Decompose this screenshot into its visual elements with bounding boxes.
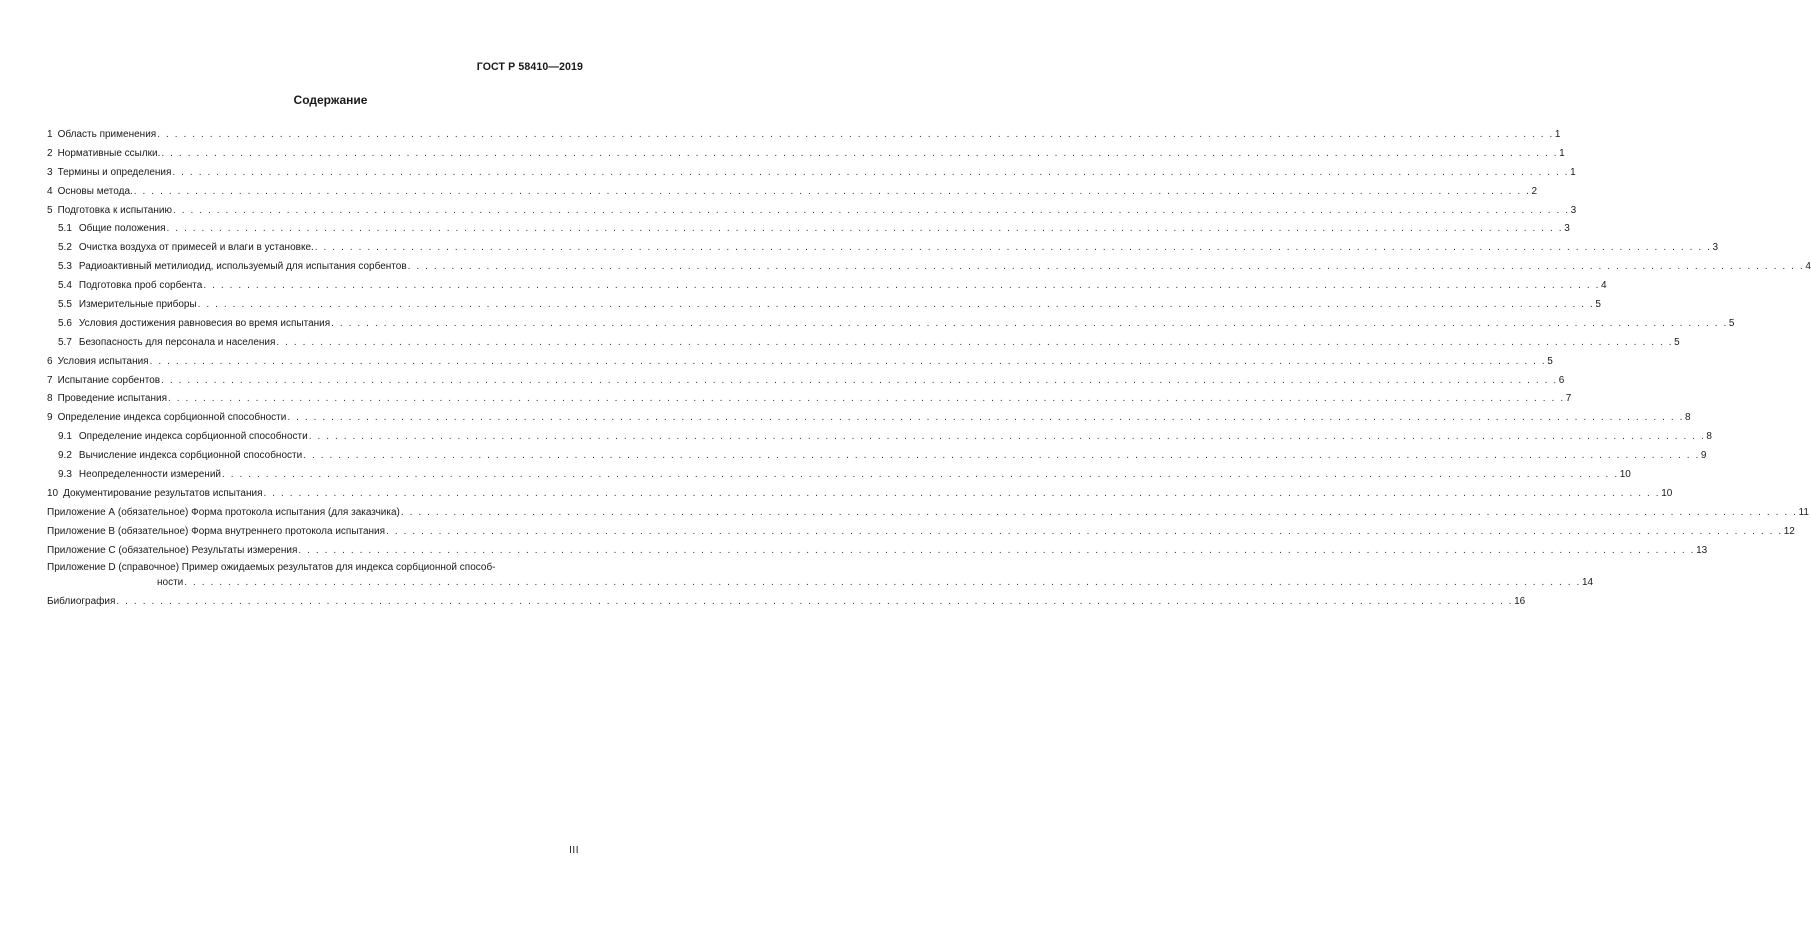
toc-page-number: 5 [1595, 299, 1601, 311]
toc-entry-label [58, 277, 202, 296]
toc-entry [47, 372, 1565, 391]
toc-leader-dots: . . . . . . . . . . . . . . . . . . . . . . . . . . . . . . . . . . . . . . . . . . . . . . . . . . . . . . . . . . . . . . . . . . . . . . . . . . . . . . . . . . . . . . . . . . . . . . . . . . . . . . . . . . . . . . . . . . . . . . . . . . . . . . . . . . . . . . . . . . . . . . . . . . . . . . . . . . . . . . . . [149, 355, 1547, 367]
toc-entry-text: Испытание сорбентов [57, 374, 161, 386]
toc-leader-dots: . . . . . . . . . . . . . . . . . . . . . . . . . . . . . . . . . . . . . . . . . . . . . . . . . . . . . . . . . . . . . . . . . . . . . . . . . . . . . . . . . . . . . . . . . . . . . . . . . . . . . . . . . . . . . . . . . . . . . . . . . . . . . . . . . . . . . . . . . . . . . . . . . . . . . . . . . . . . . . . . [386, 525, 1783, 537]
toc-entry-text: Проведение испытания [57, 393, 168, 405]
toc-entry-text: Радиоактивный метилиодид, используемый для испытания сорбентов [78, 261, 407, 273]
toc-page-number: 4 [1805, 261, 1811, 273]
toc-page-number: 3 [1564, 223, 1570, 235]
toc-entry-text: Нормативные ссылки. [57, 147, 161, 159]
toc-leader-dots: . . . . . . . . . . . . . . . . . . . . . . . . . . . . . . . . . . . . . . . . . . . . . . . . . . . . . . . . . . . . . . . . . . . . . . . . . . . . . . . . . . . . . . . . . . . . . . . . . . . . . . . . . . . . . . . . . . . . . . . . . . . . . . . . . . . . . . . . . . . . . . . . . . . . . . . . . . . . . . . . [184, 577, 1581, 589]
toc-entry-number: 9.3 [58, 469, 72, 481]
standard-designation: ГОСТ Р 58410—2019 [476, 61, 583, 73]
toc-entry-label [47, 126, 156, 145]
toc-entry-label [58, 296, 197, 315]
toc-page-number: 1 [1570, 166, 1576, 178]
toc-leader-dots: . . . . . . . . . . . . . . . . . . . . . . . . . . . . . . . . . . . . . . . . . . . . . . . . . . . . . . . . . . . . . . . . . . . . . . . . . . . . . . . . . . . . . . . . . . . . . . . . . . . . . . . . . . . . . . . . . . . . . . . . . . . . . . . . . . . . . . . . . . . . . . . . . . . . . . . . . . . . . . . . [157, 129, 1554, 140]
toc-entry-number: 9.1 [58, 431, 72, 443]
toc-entry-number: 5.2 [58, 242, 72, 254]
toc-leader-dots: . . . . . . . . . . . . . . . . . . . . . . . . . . . . . . . . . . . . . . . . . . . . . . . . . . . . . . . . . . . . . . . . . . . . . . . . . . . . . . . . . . . . . . . . . . . . . . . . . . . . . . . . . . . . . . . . . . . . . . . . . . . . . . . . . . . . . . . . . . . . . . . . . . . . . . . . . . . . . . . . [298, 544, 1696, 556]
toc-entry-label [47, 593, 115, 612]
toc-entry-number: 5.3 [58, 261, 72, 273]
toc-page-number: 11 [1798, 506, 1809, 518]
toc-page-number: 5 [1674, 336, 1680, 348]
toc-page-number: 1 [1554, 129, 1561, 140]
toc-entry-continuation [47, 575, 1594, 593]
toc-entry [47, 466, 1631, 485]
toc-leader-dots: . . . . . . . . . . . . . . . . . . . . . . . . . . . . . . . . . . . . . . . . . . . . . . . . . . . . . . . . . . . . . . . . . . . . . . . . . . . . . . . . . . . . . . . . . . . . . . . . . . . . . . . . . . . . . . . . . . . . . . . . . . . . . . . . . . . . . . . . . . . . . . . . . . . . . . . . . . . . . . . . [161, 147, 1559, 159]
toc-leader-dots: . . . . . . . . . . . . . . . . . . . . . . . . . . . . . . . . . . . . . . . . . . . . . . . . . . . . . . . . . . . . . . . . . . . . . . . . . . . . . . . . . . . . . . . . . . . . . . . . . . . . . . . . . . . . . . . . . . . . . . . . . . . . . . . . . . . . . . . . . . . . . . . . . . . . . . . . . . . . . . . . [303, 450, 1700, 462]
toc-page-number: 10 [1619, 469, 1631, 481]
toc-entry [47, 258, 1811, 277]
toc-entry-appendix-d [47, 560, 1594, 593]
toc-page-number: 3 [1570, 204, 1577, 216]
toc-entry-number: 2 [47, 147, 53, 159]
toc-page-number: 12 [1783, 525, 1795, 537]
toc-leader-dots: . . . . . . . . . . . . . . . . . . . . . . . . . . . . . . . . . . . . . . . . . . . . . . . . . . . . . . . . . . . . . . . . . . . . . . . . . . . . . . . . . . . . . . . . . . . . . . . . . . . . . . . . . . . . . . . . . . . . . . . . . . . . . . . . . . . . . . . . . . . . . . . . . . . . . . . . . . . . . . . . [276, 336, 1674, 348]
toc-entry-number: 9.2 [58, 450, 72, 462]
toc-entry [47, 315, 1735, 334]
toc-leader-dots: . . . . . . . . . . . . . . . . . . . . . . . . . . . . . . . . . . . . . . . . . . . . . . . . . . . . . . . . . . . . . . . . . . . . . . . . . . . . . . . . . . . . . . . . . . . . . . . . . . . . . . . . . . . . . . . . . . . . . . . . . . . . . . . . . . . . . . . . . . . . . . . . . . . . . . . . . . . . . . . . [116, 596, 1514, 608]
toc-leader-dots: . . . . . . . . . . . . . . . . . . . . . . . . . . . . . . . . . . . . . . . . . . . . . . . . . . . . . . . . . . . . . . . . . . . . . . . . . . . . . . . . . . . . . . . . . . . . . . . . . . . . . . . . . . . . . . . . . . . . . . . . . . . . . . . . . . . . . . . . . . . . . . . . . . . . . . . . . . . . . . . . [308, 431, 1706, 443]
toc-entry-number: 1 [47, 129, 53, 140]
toc-entry-label [47, 542, 297, 561]
toc-entry [47, 239, 1719, 258]
toc-entry-number: 5.5 [58, 299, 72, 311]
toc-page-number: 16 [1514, 596, 1526, 608]
toc-entry [47, 296, 1601, 315]
toc-entry-label [47, 145, 160, 164]
toc-entry-text: Приложение С (обязательное) Результаты измерения [47, 544, 298, 556]
toc-page-number: 5 [1547, 355, 1553, 367]
toc-page-number: 14 [1581, 577, 1594, 589]
toc-leader-dots: . . . . . . . . . . . . . . . . . . . . . . . . . . . . . . . . . . . . . . . . . . . . . . . . . . . . . . . . . . . . . . . . . . . . . . . . . . . . . . . . . . . . . . . . . . . . . . . . . . . . . . . . . . . . . . . . . . . . . . . . . . . . . . . . . . . . . . . . . . . . . . . . . . . . . . . . . . . . . . . . [314, 242, 1712, 254]
toc-page-number: 9 [1700, 450, 1707, 462]
toc-leader-dots: . . . . . . . . . . . . . . . . . . . . . . . . . . . . . . . . . . . . . . . . . . . . . . . . . . . . . . . . . . . . . . . . . . . . . . . . . . . . . . . . . . . . . . . . . . . . . . . . . . . . . . . . . . . . . . . . . . . . . . . . . . . . . . . . . . . . . . . . . . . . . . . . . . . . . . . . . . . . . . . . [400, 506, 1798, 518]
toc-entry-text: Документирование результатов испытания [63, 487, 263, 499]
toc-page-number: 4 [1601, 280, 1607, 292]
toc-entry-label [47, 164, 171, 183]
toc-entry [47, 126, 1561, 145]
toc-entry-text: Неопределенности измерений [78, 469, 222, 481]
toc-entry-number: 5 [47, 204, 53, 216]
toc-entry-text: Подготовка проб сорбента [78, 280, 203, 292]
toc-page-number: 1 [1559, 147, 1565, 159]
toc-leader-dots: . . . . . . . . . . . . . . . . . . . . . . . . . . . . . . . . . . . . . . . . . . . . . . . . . . . . . . . . . . . . . . . . . . . . . . . . . . . . . . . . . . . . . . . . . . . . . . . . . . . . . . . . . . . . . . . . . . . . . . . . . . . . . . . . . . . . . . . . . . . . . . . . . . . . . . . . . . . . . . . . [172, 204, 1570, 216]
toc-entry-label [47, 353, 149, 372]
toc-entry-label [47, 485, 263, 504]
toc-page-number: 8 [1685, 412, 1691, 424]
toc-leader-dots: . . . . . . . . . . . . . . . . . . . . . . . . . . . . . . . . . . . . . . . . . . . . . . . . . . . . . . . . . . . . . . . . . . . . . . . . . . . . . . . . . . . . . . . . . . . . . . . . . . . . . . . . . . . . . . . . . . . . . . . . . . . . . . . . . . . . . . . . . . . . . . . . . . . . . . . . . . . . . . . . [168, 393, 1565, 405]
toc-entry-label [58, 258, 407, 277]
toc-entry-label [58, 239, 314, 258]
toc-page-number: 7 [1565, 393, 1572, 405]
toc-entry [47, 145, 1565, 164]
toc-entry-label [58, 428, 308, 447]
toc-entry-text: Определение индекса сорбционной способности [57, 412, 287, 424]
toc-entry-text: Область применения [57, 129, 157, 140]
toc-entry-text: Условия испытания [57, 355, 149, 367]
toc-entry-label [47, 390, 167, 409]
toc-leader-dots: . . . . . . . . . . . . . . . . . . . . . . . . . . . . . . . . . . . . . . . . . . . . . . . . . . . . . . . . . . . . . . . . . . . . . . . . . . . . . . . . . . . . . . . . . . . . . . . . . . . . . . . . . . . . . . . . . . . . . . . . . . . . . . . . . . . . . . . . . . . . . . . . . . . . . . . . . . . . . . . . [133, 185, 1531, 197]
toc-leader-dots: . . . . . . . . . . . . . . . . . . . . . . . . . . . . . . . . . . . . . . . . . . . . . . . . . . . . . . . . . . . . . . . . . . . . . . . . . . . . . . . . . . . . . . . . . . . . . . . . . . . . . . . . . . . . . . . . . . . . . . . . . . . . . . . . . . . . . . . . . . . . . . . . . . . . . . . . . . . . . . . . [263, 487, 1661, 499]
toc-entry-label [47, 372, 160, 391]
toc-page-number: 2 [1531, 185, 1538, 197]
toc-entry-text: Общие положения [78, 223, 166, 235]
toc-entry-number: 7 [47, 374, 53, 386]
toc-entry-label [47, 523, 385, 542]
toc-entry [47, 409, 1691, 428]
toc-entry-label [47, 504, 400, 523]
toc-leader-dots: . . . . . . . . . . . . . . . . . . . . . . . . . . . . . . . . . . . . . . . . . . . . . . . . . . . . . . . . . . . . . . . . . . . . . . . . . . . . . . . . . . . . . . . . . . . . . . . . . . . . . . . . . . . . . . . . . . . . . . . . . . . . . . . . . . . . . . . . . . . . . . . . . . . . . . . . . . . . . . . . [287, 412, 1685, 424]
toc-entry [47, 593, 1526, 612]
toc-entry [47, 428, 1712, 447]
toc-entry-label [58, 220, 166, 239]
toc-tail-list [47, 593, 1526, 612]
toc-page-number: 5 [1728, 317, 1735, 329]
toc-entry-text: Основы метода. [57, 185, 133, 197]
toc-entry-text: Определение индекса сорбционной способности [78, 431, 308, 443]
toc-entry [47, 485, 1673, 504]
toc-entry-text: Приложение А (обязательное) Форма протокола испытания (для заказчика) [47, 506, 400, 518]
page-title: Содержание [293, 93, 368, 107]
toc-entry [47, 542, 1708, 561]
toc-entry-label [47, 183, 133, 202]
toc-entry-number: 5.4 [58, 280, 72, 292]
toc-entry [47, 164, 1576, 183]
toc-entry [47, 202, 1577, 221]
toc-leader-dots: . . . . . . . . . . . . . . . . . . . . . . . . . . . . . . . . . . . . . . . . . . . . . . . . . . . . . . . . . . . . . . . . . . . . . . . . . . . . . . . . . . . . . . . . . . . . . . . . . . . . . . . . . . . . . . . . . . . . . . . . . . . . . . . . . . . . . . . . . . . . . . . . . . . . . . . . . . . . . . . . [161, 374, 1558, 386]
toc-entry [47, 334, 1680, 353]
toc-entry [47, 523, 1795, 542]
toc-entry-number: 6 [47, 355, 53, 367]
toc-leader-dots: . . . . . . . . . . . . . . . . . . . . . . . . . . . . . . . . . . . . . . . . . . . . . . . . . . . . . . . . . . . . . . . . . . . . . . . . . . . . . . . . . . . . . . . . . . . . . . . . . . . . . . . . . . . . . . . . . . . . . . . . . . . . . . . . . . . . . . . . . . . . . . . . . . . . . . . . . . . . . . . . [166, 223, 1564, 235]
toc-entry-text: Безопасность для персонала и населения [78, 336, 276, 348]
toc-entry-text: Подготовка к испытанию [57, 204, 172, 216]
toc-page-number: 3 [1712, 242, 1719, 254]
toc-entry-label [47, 409, 286, 428]
toc-page-number: 8 [1706, 431, 1712, 443]
toc-entry-text: Термины и определения [57, 166, 172, 178]
toc-main-list [47, 126, 1811, 560]
toc-entry-text: Приложение В (обязательное) Форма внутреннего протокола испытания [47, 525, 386, 537]
toc-entry-number: 5.1 [58, 223, 72, 235]
toc-entry-number: 3 [47, 166, 53, 178]
toc-entry [47, 504, 1809, 523]
toc-entry-text: Вычисление индекса сорбционной способности [78, 450, 303, 462]
toc-entry-number: 10 [47, 487, 59, 499]
toc-entry-label [58, 447, 302, 466]
toc-entry-label [58, 315, 330, 334]
toc-page-number: 6 [1558, 374, 1565, 386]
toc-entry-number: 8 [47, 393, 53, 405]
toc-entry-number: 5.6 [58, 317, 72, 329]
toc-leader-dots: . . . . . . . . . . . . . . . . . . . . . . . . . . . . . . . . . . . . . . . . . . . . . . . . . . . . . . . . . . . . . . . . . . . . . . . . . . . . . . . . . . . . . . . . . . . . . . . . . . . . . . . . . . . . . . . . . . . . . . . . . . . . . . . . . . . . . . . . . . . . . . . . . . . . . . . . . . . . . . . . [222, 469, 1619, 481]
toc-entry-label [47, 202, 172, 221]
toc-entry [47, 183, 1538, 202]
toc-leader-dots: . . . . . . . . . . . . . . . . . . . . . . . . . . . . . . . . . . . . . . . . . . . . . . . . . . . . . . . . . . . . . . . . . . . . . . . . . . . . . . . . . . . . . . . . . . . . . . . . . . . . . . . . . . . . . . . . . . . . . . . . . . . . . . . . . . . . . . . . . . . . . . . . . . . . . . . . . . . . . . . . [172, 166, 1570, 178]
toc-entry-label [58, 334, 275, 353]
toc-entry-text: Очистка воздуха от примесей и влаги в установке. [78, 242, 314, 254]
toc-leader-dots: . . . . . . . . . . . . . . . . . . . . . . . . . . . . . . . . . . . . . . . . . . . . . . . . . . . . . . . . . . . . . . . . . . . . . . . . . . . . . . . . . . . . . . . . . . . . . . . . . . . . . . . . . . . . . . . . . . . . . . . . . . . . . . . . . . . . . . . . . . . . . . . . . . . . . . . . . . . . . . . . [197, 299, 1595, 311]
toc-entry-text: Измерительные приборы [78, 299, 197, 311]
toc-page-number: 13 [1696, 544, 1708, 556]
toc-entry-text: Библиография [47, 596, 116, 608]
toc-entry-number: 4 [47, 185, 53, 197]
table-of-contents [47, 126, 1811, 612]
toc-leader-dots: . . . . . . . . . . . . . . . . . . . . . . . . . . . . . . . . . . . . . . . . . . . . . . . . . . . . . . . . . . . . . . . . . . . . . . . . . . . . . . . . . . . . . . . . . . . . . . . . . . . . . . . . . . . . . . . . . . . . . . . . . . . . . . . . . . . . . . . . . . . . . . . . . . . . . . . . . . . . . . . . [203, 280, 1601, 292]
toc-entry-text: Приложение D (справочное) Пример ожидаемых результатов для индекса сорбционной способ- [47, 562, 496, 574]
toc-entry [47, 220, 1570, 239]
toc-entry-number: 9 [47, 412, 53, 424]
toc-entry-number: 5.7 [58, 336, 72, 348]
toc-entry [47, 447, 1707, 466]
toc-page-number: 10 [1661, 487, 1673, 499]
toc-entry [47, 277, 1607, 296]
toc-entry [47, 353, 1553, 372]
toc-entry-text: ности [157, 577, 184, 589]
toc-entry-label [58, 466, 221, 485]
toc-entry-text: Условия достижения равновесия во время испытания [78, 317, 331, 329]
page-number: III [569, 845, 579, 856]
toc-leader-dots: . . . . . . . . . . . . . . . . . . . . . . . . . . . . . . . . . . . . . . . . . . . . . . . . . . . . . . . . . . . . . . . . . . . . . . . . . . . . . . . . . . . . . . . . . . . . . . . . . . . . . . . . . . . . . . . . . . . . . . . . . . . . . . . . . . . . . . . . . . . . . . . . . . . . . . . . . . . . . . . . [331, 317, 1728, 329]
toc-entry [47, 390, 1572, 409]
toc-leader-dots: . . . . . . . . . . . . . . . . . . . . . . . . . . . . . . . . . . . . . . . . . . . . . . . . . . . . . . . . . . . . . . . . . . . . . . . . . . . . . . . . . . . . . . . . . . . . . . . . . . . . . . . . . . . . . . . . . . . . . . . . . . . . . . . . . . . . . . . . . . . . . . . . . . . . . . . . . . . . . . . . [407, 261, 1805, 273]
